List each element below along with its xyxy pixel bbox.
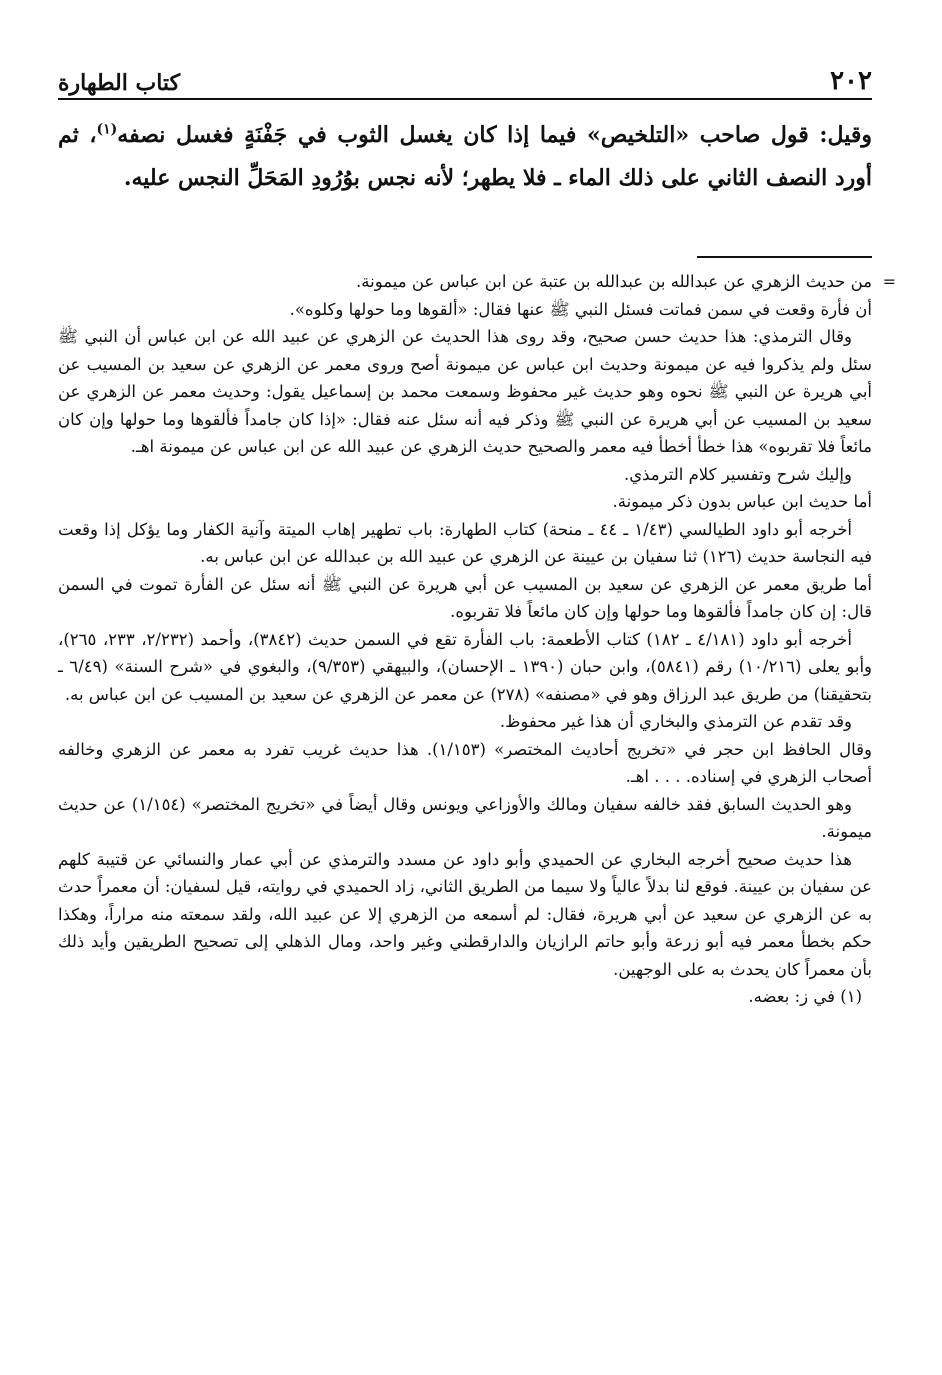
main-text xyxy=(58,114,872,200)
footnote-paragraph: وقال الحافظ ابن حجر في «تخريج أحاديث المختصر» (١/١٥٣). هذا حديث غريب تفرد به معمر عن الزهري وخالفه أصحاب الزهري في إسناده. . . . اهـ. xyxy=(58,739,872,786)
main-line-1: وقيل: قول صاحب «التلخيص» فيما إذا كان يغسل الثوب في جَفْنَةٍ فغسل نصفه xyxy=(117,122,872,148)
footnote-reference[interactable]: (١) xyxy=(96,121,118,138)
footnotes xyxy=(57,268,896,1010)
footnote-paragraph: أخرجه أبو داود الطيالسي (١/٤٣ ـ ٤٤ ـ منحة) كتاب الطهارة: باب تطهير إهاب الميتة وآنية الكفار وما يؤكل إذا وقعت فيه النجاسة حديث (١٢٦) ثنا سفيان بن عيينة عن الزهري عن عبيد الله بن عبدالله عن ابن عباس به. xyxy=(58,519,872,566)
continuation-mark: = xyxy=(882,272,896,291)
footnote-paragraph: وقد تقدم عن الترمذي والبخاري أن هذا غير محفوظ. xyxy=(499,712,852,731)
footnote-paragraph: هذا حديث صحيح أخرجه البخاري عن الحميدي وأبو داود عن مسدد والترمذي عن أبي عمار والنسائي عن قتيبة كلهم عن سفيان بن عيينة. فوقع لنا بدلاً عالياً ولا سيما من الطريق الثاني، زاد الحميدي في روايته، قيل لسفيان: أن معمراً حدث به عن الزهري عن سعيد عن أبي هريرة، فقال: لم أسمعه من الزهري إلا عن عبيد الله، ولقد سمعته منه مراراً، وهكذا حكم بخطأ معمر فيه أبو زرعة وأبو حاتم الرازيان والدارقطني وغير واحد، ومال الذهلي إلى تصحيح الطريقين وأيد ذلك بأن معمراً كان يحدث به على الوجهين. xyxy=(57,849,872,979)
footnote-paragraph: وقال الترمذي: هذا حديث حسن صحيح، وقد روى هذا الحديث عن الزهري عن عبيد الله عن ابن عباس أن النبي ﷺ سئل ولم يذكروا فيه عن ميمونة وحديث ابن عباس عن ميمونة أصح وروى معمر عن الزهري عن سعيد بن المسيب عن أبي هريرة عن النبي ﷺ نحوه وهو حديث غير محفوظ وسمعت محمد بن إسماعيل يقول: وحديث معمر عن الزهري عن سعيد بن المسيب عن أبي هريرة عن النبي ﷺ وذكر فيه أنه سئل عنه فقال: «إذا كان جامداً فألقوها وما حولها وإن كان مائعاً فلا تقربوه» هذا خطأ أخطأ فيه معمر والصحيح حديث الزهري عن عبيد الله عن ابن عباس عن ميمونة اهـ. xyxy=(58,327,872,456)
footnote-separator xyxy=(697,256,872,258)
page xyxy=(57,58,896,1355)
footnote-paragraph: من حديث الزهري عن عبدالله بن عبدالله بن عتبة عن ابن عباس عن ميمونة. xyxy=(356,272,872,291)
running-title: كتاب الطهارة xyxy=(58,70,181,96)
page-number: ٢٠٢ xyxy=(830,66,872,96)
page-header xyxy=(58,58,872,100)
footnote-paragraph: أما طريق معمر عن الزهري عن سعيد بن المسيب عن أبي هريرة عن النبي ﷺ أنه سئل عن الفأرة تموت في السمن قال: إن كان جامداً فألقوها وما حولها وإن كان مائعاً فلا تقربوه. xyxy=(58,574,872,621)
main-paragraph xyxy=(58,114,872,200)
main-line-2: ثم أورد النصف الثاني على ذلك الماء ـ فلا يطهر؛ لأنه نجس بوُرُودِ المَحَلِّ النجس عليه. xyxy=(58,122,872,191)
footnote-paragraph: أن فأرة وقعت في سمن فماتت فسئل النبي ﷺ عنها فقال: «ألقوها وما حولها وكلوه». xyxy=(289,299,872,319)
footnote-paragraph: أخرجه أبو داود (٤/١٨١ ـ ١٨٢) كتاب الأطعمة: باب الفأرة تقع في السمن حديث (٣٨٤٢)، وأحمد (٢/٢٣٢، ٢٣٣، ٢٦٥)، وأبو يعلى (١٠/٢١٦) رقم (٥٨٤١)، وابن حبان (١٣٩٠ ـ الإحسان)، والبيهقي (٩/٣٥٣)، والبغوي في «شرح السنة» (٦/٤٩ ـ بتحقيقنا) من طريق عبد الرزاق وهو في «مصنفه» (٢٧٨) عن معمر عن الزهري عن سعيد بن المسيب عن ابن عباس به. xyxy=(58,629,872,704)
main-line-1-end: ، xyxy=(89,122,97,148)
footnote-paragraph: أما حديث ابن عباس بدون ذكر ميمونة. xyxy=(612,492,872,511)
footnote-paragraph: وهو الحديث السابق فقد خالفه سفيان ومالك والأوزاعي ويونس وقال أيضاً في «تخريج المختصر» (١/١٥٤) عن حديث ميمونة. xyxy=(58,794,872,841)
footnote-1: (١) في ز: بعضه. xyxy=(748,987,862,1006)
footnote-paragraph: وإليك شرح وتفسير كلام الترمذي. xyxy=(623,464,852,484)
